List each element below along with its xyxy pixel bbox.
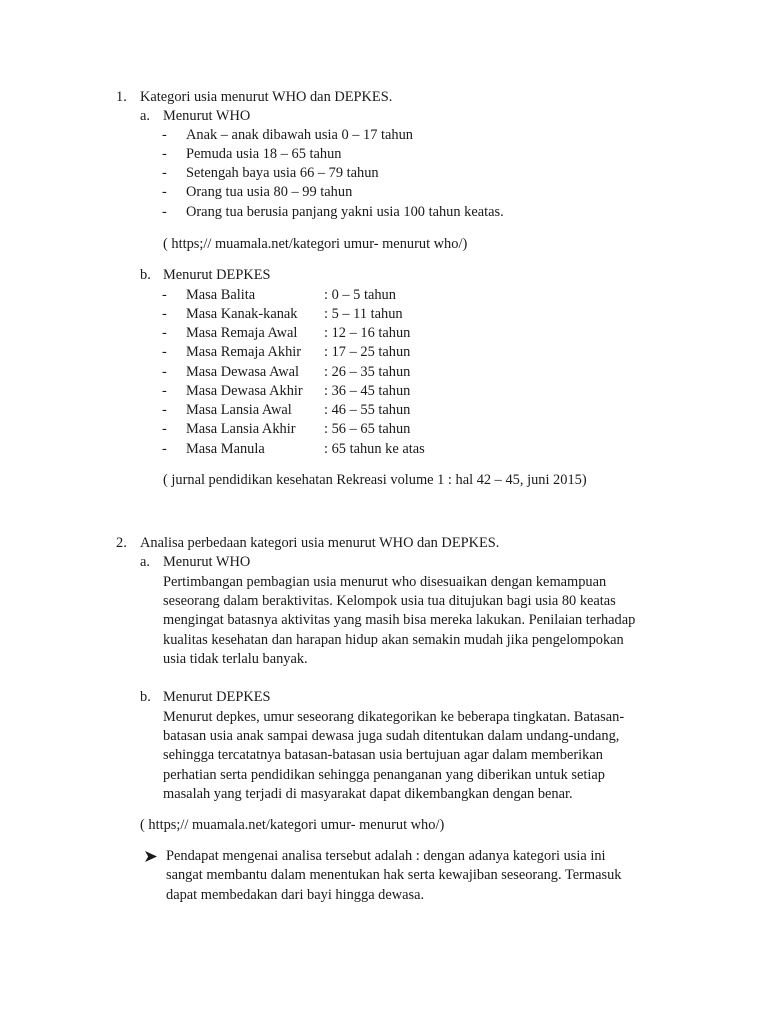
section-2a-title: Menurut WHO bbox=[163, 554, 251, 570]
age-value: : 17 – 25 tahun bbox=[324, 344, 411, 360]
list-dash: - bbox=[162, 383, 167, 399]
age-label: Masa Dewasa Awal bbox=[186, 364, 299, 380]
age-value: : 65 tahun ke atas bbox=[324, 441, 425, 457]
paragraph-line: batasan usia anak sampai dewasa juga sudah ditentukan dalam undang-undang, bbox=[163, 728, 620, 744]
list-dash: - bbox=[162, 204, 167, 220]
list-item: Orang tua usia 80 – 99 tahun bbox=[186, 184, 353, 200]
age-label: Masa Dewasa Akhir bbox=[186, 383, 303, 399]
list-dash: - bbox=[162, 127, 167, 143]
age-label: Masa Lansia Akhir bbox=[186, 421, 296, 437]
age-label: Masa Balita bbox=[186, 287, 256, 303]
paragraph-line: Menurut depkes, umur seseorang dikategorikan ke beberapa tingkatan. Batasan- bbox=[163, 709, 625, 725]
age-value: : 46 – 55 tahun bbox=[324, 402, 411, 418]
paragraph-line: perhatian serta pendidikan sehingga penanganan yang diberikan untuk setiap bbox=[163, 767, 605, 783]
section-2b-title: Menurut DEPKES bbox=[163, 689, 271, 705]
age-label: Masa Remaja Akhir bbox=[186, 344, 302, 360]
section-2a-letter: a. bbox=[140, 554, 150, 570]
list-item: Anak – anak dibawah usia 0 – 17 tahun bbox=[186, 127, 413, 143]
age-label: Masa Kanak-kanak bbox=[186, 306, 298, 322]
paragraph-line: Pertimbangan pembagian usia menurut who disesuaikan dengan kemampuan bbox=[163, 574, 607, 590]
section-2b-letter: b. bbox=[140, 689, 151, 705]
list-dash: - bbox=[162, 364, 167, 380]
paragraph-line: masalah yang terjadi di masyarakat dapat dikembangkan dengan benar. bbox=[163, 786, 573, 802]
list-item: Orang tua berusia panjang yakni usia 100 tahun keatas. bbox=[186, 204, 504, 220]
age-value: : 12 – 16 tahun bbox=[324, 325, 411, 341]
section-2-heading: Analisa perbedaan kategori usia menurut WHO dan DEPKES. bbox=[140, 535, 500, 551]
paragraph-line: mengingat batasnya aktivitas yang masih bisa mereka lakukan. Penilaian terhadap bbox=[163, 612, 636, 628]
section-1b-source: ( jurnal pendidikan kesehatan Rekreasi volume 1 : hal 42 – 45, juni 2015) bbox=[163, 472, 587, 488]
age-value: : 5 – 11 tahun bbox=[324, 306, 403, 322]
paragraph-line: kualitas kesehatan dan harapan hidup akan semakin mudah jika pengelompokan bbox=[163, 632, 624, 648]
list-dash: - bbox=[162, 306, 167, 322]
paragraph-line: sehingga tercatatnya batasan-batasan usia bertujuan agar dalam memberikan bbox=[163, 747, 603, 763]
section-1-heading: Kategori usia menurut WHO dan DEPKES. bbox=[140, 89, 393, 105]
list-dash: - bbox=[162, 402, 167, 418]
list-dash: - bbox=[162, 184, 167, 200]
age-value: : 36 – 45 tahun bbox=[324, 383, 411, 399]
list-dash: - bbox=[162, 441, 167, 457]
list-dash: - bbox=[162, 165, 167, 181]
list-dash: - bbox=[162, 287, 167, 303]
paragraph-line: sangat membantu dalam menentukan hak serta kewajiban seseorang. Termasuk bbox=[166, 867, 622, 883]
paragraph-line: dapat membedakan dari bayi hingga dewasa. bbox=[166, 887, 425, 903]
age-label: Masa Remaja Awal bbox=[186, 325, 298, 341]
section-1-number: 1. bbox=[116, 89, 127, 105]
arrowhead-bullet-icon bbox=[145, 851, 157, 862]
section-1b-letter: b. bbox=[140, 267, 151, 283]
age-value: : 56 – 65 tahun bbox=[324, 421, 411, 437]
section-1b-title: Menurut DEPKES bbox=[163, 267, 271, 283]
list-dash: - bbox=[162, 421, 167, 437]
age-value: : 0 – 5 tahun bbox=[324, 287, 396, 303]
paragraph-line: seseorang dalam beraktivitas. Kelompok usia tua ditujukan bagi usia 80 keatas bbox=[163, 593, 616, 609]
age-label: Masa Manula bbox=[186, 441, 265, 457]
section-2-number: 2. bbox=[116, 535, 127, 551]
section-1a-source: ( https;// muamala.net/kategori umur- menurut who/) bbox=[163, 236, 468, 252]
section-1a-letter: a. bbox=[140, 108, 150, 124]
section-2-source: ( https;// muamala.net/kategori umur- menurut who/) bbox=[140, 817, 445, 833]
list-item: Setengah baya usia 66 – 79 tahun bbox=[186, 165, 379, 181]
paragraph-line: usia tidak terlalu banyak. bbox=[163, 651, 308, 667]
section-1a-title: Menurut WHO bbox=[163, 108, 251, 124]
age-label: Masa Lansia Awal bbox=[186, 402, 292, 418]
list-item: Pemuda usia 18 – 65 tahun bbox=[186, 146, 342, 162]
age-value: : 26 – 35 tahun bbox=[324, 364, 411, 380]
list-dash: - bbox=[162, 146, 167, 162]
list-dash: - bbox=[162, 344, 167, 360]
paragraph-line: Pendapat mengenai analisa tersebut adalah : dengan adanya kategori usia ini bbox=[166, 848, 606, 864]
list-dash: - bbox=[162, 325, 167, 341]
